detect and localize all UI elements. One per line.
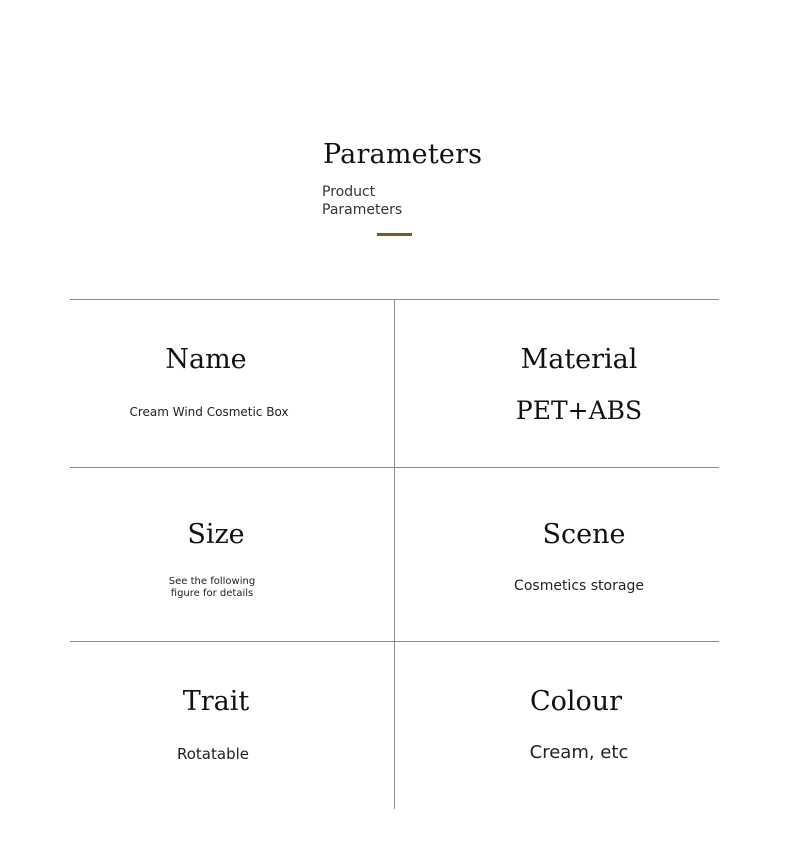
- page-title: Parameters: [323, 139, 483, 170]
- param-label: Material: [520, 344, 638, 375]
- param-label: Colour: [529, 686, 623, 717]
- table-divider-vertical: [394, 300, 395, 809]
- param-value: Rotatable: [177, 745, 249, 763]
- param-value: See the following figure for details: [168, 576, 256, 599]
- param-label: Scene: [542, 519, 626, 550]
- param-value: Cream, etc: [529, 742, 629, 763]
- param-label: Trait: [182, 686, 250, 717]
- param-label: Size: [187, 519, 245, 550]
- param-value: PET+ABS: [515, 396, 643, 425]
- param-value: Cosmetics storage: [514, 578, 644, 594]
- param-value: Cream Wind Cosmetic Box: [129, 405, 289, 419]
- title-accent-bar: [377, 233, 412, 236]
- param-label: Name: [165, 344, 247, 375]
- page-subtitle: Product Parameters: [322, 184, 403, 218]
